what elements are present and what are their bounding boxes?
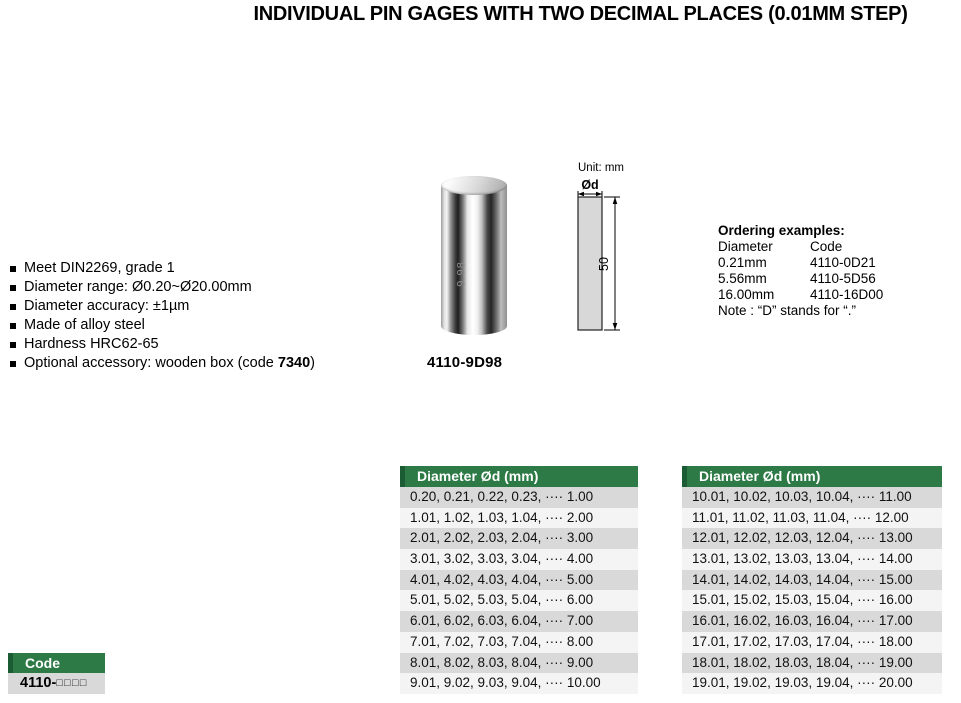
table-row: 7.01, 7.02, 7.03, 7.04, ···· 8.00 — [400, 632, 638, 653]
pin-size-marking: 9.98 — [455, 261, 468, 287]
table-header: Diameter Ød (mm) — [682, 466, 942, 487]
table-row: 1.01, 1.02, 1.03, 1.04, ···· 2.00 — [400, 508, 638, 529]
ordering-examples — [718, 223, 883, 319]
table-body — [682, 487, 942, 694]
feature-text: Meet DIN2269, grade 1 — [24, 260, 175, 276]
table-row: 19.01, 19.02, 19.03, 19.04, ···· 20.00 — [682, 673, 942, 694]
ordering-col-diameter: Diameter — [718, 239, 773, 254]
table-row: 14.01, 14.02, 14.03, 14.04, ···· 15.00 — [682, 570, 942, 591]
feature-item — [8, 260, 315, 279]
table-row: 5.01, 5.02, 5.03, 5.04, ···· 6.00 — [400, 590, 638, 611]
table-row: 8.01, 8.02, 8.03, 8.04, ···· 9.00 — [400, 653, 638, 674]
table-body — [400, 487, 638, 694]
feature-text: Hardness HRC62-65 — [24, 336, 159, 352]
diameter-dim-label: Ød — [581, 178, 599, 192]
feature-list — [8, 260, 315, 374]
table-row: 17.01, 17.02, 17.03, 17.04, ···· 18.00 — [682, 632, 942, 653]
square-bullet-icon — [10, 323, 16, 329]
feature-text: Diameter range: Ø0.20~Ø20.00mm — [24, 279, 252, 295]
table-row: 12.01, 12.02, 12.03, 12.04, ···· 13.00 — [682, 528, 942, 549]
table-row: 15.01, 15.02, 15.03, 15.04, ···· 16.00 — [682, 590, 942, 611]
ordering-title: Ordering examples: — [718, 223, 845, 238]
diameter-table-right — [682, 466, 942, 694]
table-row: 16.01, 16.02, 16.03, 16.04, ···· 17.00 — [682, 611, 942, 632]
table-header: Diameter Ød (mm) — [400, 466, 638, 487]
feature-item — [8, 279, 315, 298]
ordering-row: 5.56mm 4110-5D56 — [718, 271, 876, 286]
accessory-code: 7340 — [277, 355, 311, 371]
unit-label: Unit: mm — [578, 162, 624, 174]
diameter-table-left — [400, 466, 638, 694]
table-row: 3.01, 3.02, 3.03, 3.04, ···· 4.00 — [400, 549, 638, 570]
code-box-value: 4110-□□□□ — [8, 673, 105, 694]
square-bullet-icon — [10, 266, 16, 272]
dimension-diagram — [563, 155, 648, 341]
ordering-col-code: Code — [810, 239, 843, 254]
feature-text: Optional accessory: wooden box (code 7340) — [24, 355, 316, 371]
code-box — [8, 653, 105, 694]
pin-gage-photo — [441, 176, 507, 340]
table-row: 18.01, 18.02, 18.03, 18.04, ···· 19.00 — [682, 653, 942, 674]
feature-text: Made of alloy steel — [24, 317, 145, 333]
table-row: 6.01, 6.02, 6.03, 6.04, ···· 7.00 — [400, 611, 638, 632]
table-row: 2.01, 2.02, 2.03, 2.04, ···· 3.00 — [400, 528, 638, 549]
code-box-header: Code — [8, 653, 105, 673]
square-bullet-icon — [10, 342, 16, 348]
table-row: 4.01, 4.02, 4.03, 4.04, ···· 5.00 — [400, 570, 638, 591]
feature-item — [8, 298, 315, 317]
feature-text: Diameter accuracy: ±1µm — [24, 298, 190, 314]
page-title: INDIVIDUAL PIN GAGES WITH TWO DECIMAL PLACES (0.01MM STEP) — [253, 3, 908, 25]
table-row: 10.01, 10.02, 10.03, 10.04, ···· 11.00 — [682, 487, 942, 508]
pin-cylinder-body — [441, 185, 507, 335]
pin-cylinder-top — [441, 176, 507, 195]
feature-item-accessory — [8, 355, 315, 374]
ordering-header-row — [718, 239, 883, 255]
feature-item — [8, 336, 315, 355]
table-row: 9.01, 9.02, 9.03, 9.04, ···· 10.00 — [400, 673, 638, 694]
square-bullet-icon — [10, 361, 16, 367]
table-row: 13.01, 13.02, 13.03, 13.04, ···· 14.00 — [682, 549, 942, 570]
pin-model-label: 4110-9D98 — [427, 354, 503, 371]
ordering-row: 0.21mm 4110-0D21 — [718, 255, 876, 270]
table-row: 0.20, 0.21, 0.22, 0.23, ···· 1.00 — [400, 487, 638, 508]
length-dim-label: 50 — [597, 257, 611, 271]
table-row: 11.01, 11.02, 11.03, 11.04, ···· 12.00 — [682, 508, 942, 529]
feature-item — [8, 317, 315, 336]
ordering-row: 16.00mm 4110-16D00 — [718, 287, 884, 302]
square-bullet-icon — [10, 285, 16, 291]
code-placeholder-squares: □□□□ — [56, 676, 88, 689]
square-bullet-icon — [10, 304, 16, 310]
ordering-note: Note : “D” stands for “.” — [718, 303, 857, 318]
